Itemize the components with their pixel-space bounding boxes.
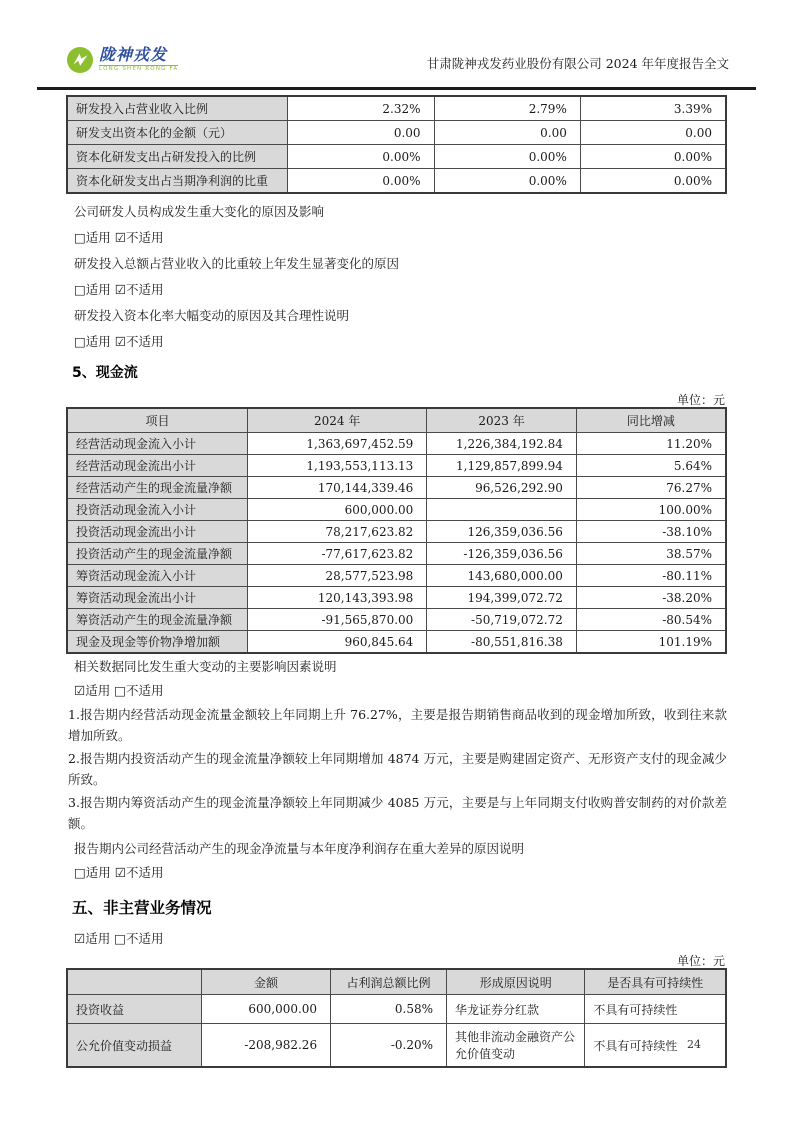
value-cell: 101.19% (576, 631, 726, 654)
column-header: 占利润总额比例 (331, 969, 447, 995)
value-cell: 120,143,393.98 (248, 587, 427, 609)
value-cell: 600,000.00 (248, 499, 427, 521)
logo-company-name: 陇神戎发 (99, 45, 168, 65)
column-header: 2023 年 (427, 408, 577, 433)
table-row (67, 477, 726, 499)
row-label: 资本化研发支出占研发投入的比例 (67, 145, 288, 169)
value-cell: 143,680,000.00 (427, 565, 577, 587)
value-cell: 5.64% (576, 455, 726, 477)
value-cell: 0.58% (331, 995, 447, 1024)
table-row (67, 521, 726, 543)
value-cell: -126,359,036.56 (427, 543, 577, 565)
header-divider (37, 87, 756, 90)
row-label: 筹资活动现金流出小计 (67, 587, 248, 609)
explanation-paragraph: 3.报告期内筹资活动产生的现金流量净额较上年同期减少 4085 万元，主要是与上年同期支付收购普安制药的对价款差额。 (68, 795, 727, 831)
report-title: 甘肃陇神戎发药业股份有限公司 2024 年年度报告全文 (426, 56, 729, 71)
value-cell: 1,193,553,113.13 (248, 455, 427, 477)
applicability-checkboxes: ☑适用 □不适用 (74, 683, 164, 698)
logo-company-name-en: LONG SHEN RONG FA (99, 66, 179, 73)
section-heading-cashflow: 5、现金流 (72, 365, 138, 381)
non-main-business-table (66, 968, 727, 1068)
row-label: 现金及现金等价物净增加额 (67, 631, 248, 654)
note-text: 相关数据同比发生重大变动的主要影响因素说明 (74, 659, 337, 674)
value-cell: 100.00% (576, 499, 726, 521)
value-cell: -80.11% (576, 565, 726, 587)
unit-label: 单位：元 (676, 954, 725, 968)
row-label: 筹资活动现金流入小计 (67, 565, 248, 587)
row-label: 投资活动产生的现金流量净额 (67, 543, 248, 565)
value-cell: 170,144,339.46 (248, 477, 427, 499)
sustainability-cell: 不具有可持续性 (585, 995, 726, 1024)
value-cell: 600,000.00 (201, 995, 330, 1024)
value-cell: 960,845.64 (248, 631, 427, 654)
explanation-paragraph: 2.报告期内投资活动产生的现金流量净额较上年同期增加 4874 万元，主要是购建固定资产、无形资产支付的现金减少所致。 (68, 751, 727, 787)
column-header (67, 969, 201, 995)
value-cell: -38.20% (576, 587, 726, 609)
reason-cell: 华龙证券分红款 (447, 995, 585, 1024)
table-row (67, 169, 726, 194)
table-row (67, 1024, 726, 1068)
value-cell: 0.00% (288, 145, 434, 169)
value-cell: 0.00 (288, 121, 434, 145)
note-text: 公司研发人员构成发生重大变化的原因及影响 (74, 204, 325, 219)
document-header (66, 46, 729, 74)
row-label: 投资活动现金流出小计 (67, 521, 248, 543)
value-cell: 1,129,857,899.94 (427, 455, 577, 477)
table-row (67, 565, 726, 587)
table-row (67, 499, 726, 521)
reason-cell: 其他非流动金融资产公允价值变动 (447, 1024, 585, 1068)
section-heading-non-main-business: 五、非主营业务情况 (72, 899, 212, 917)
applicability-checkboxes: □适用 ☑不适用 (74, 334, 164, 349)
value-cell: 194,399,072.72 (427, 587, 577, 609)
value-cell: 28,577,523.98 (248, 565, 427, 587)
value-cell: 0.00 (580, 121, 726, 145)
note-text: 研发投入总额占营业收入的比重较上年发生显著变化的原因 (74, 256, 400, 271)
page-number: 24 (687, 1038, 701, 1051)
value-cell: 96,526,292.90 (427, 477, 577, 499)
cashflow-table (66, 407, 727, 654)
column-header: 形成原因说明 (447, 969, 585, 995)
table-row (67, 631, 726, 654)
row-label: 资本化研发支出占当期净利润的比重 (67, 169, 288, 194)
table-row (67, 543, 726, 565)
value-cell: -80.54% (576, 609, 726, 631)
applicability-checkboxes: □适用 ☑不适用 (74, 230, 164, 245)
value-cell: 0.00% (580, 169, 726, 194)
value-cell: 78,217,623.82 (248, 521, 427, 543)
column-header: 2024 年 (248, 408, 427, 433)
applicability-checkboxes: □适用 ☑不适用 (74, 282, 164, 297)
value-cell: 2.32% (288, 96, 434, 121)
value-cell: 3.39% (580, 96, 726, 121)
column-header: 金额 (201, 969, 330, 995)
value-cell: 76.27% (576, 477, 726, 499)
value-cell (427, 499, 577, 521)
value-cell: 2.79% (434, 96, 580, 121)
applicability-checkboxes: ☑适用 □不适用 (74, 931, 164, 946)
value-cell: -50,719,072.72 (427, 609, 577, 631)
explanation-paragraph: 1.报告期内经营活动现金流量金额较上年同期上升 76.27%，主要是报告期销售商品收到的现金增加所致，收到往来款增加所致。 (68, 707, 727, 743)
note-text: 报告期内公司经营活动产生的现金净流量与本年度净利润存在重大差异的原因说明 (74, 841, 525, 856)
unit-label: 单位：元 (676, 393, 725, 407)
sustainability-cell: 不具有可持续性 (585, 1024, 726, 1068)
table-row (67, 609, 726, 631)
rd-investment-table (66, 95, 727, 194)
value-cell: 0.00% (434, 145, 580, 169)
value-cell: -208,982.26 (201, 1024, 330, 1068)
row-label: 研发投入占营业收入比例 (67, 96, 288, 121)
table-row (67, 995, 726, 1024)
note-text: 研发投入资本化率大幅变动的原因及其合理性说明 (74, 308, 350, 323)
table-row (67, 433, 726, 455)
column-header: 同比增减 (576, 408, 726, 433)
column-header: 是否具有可持续性 (585, 969, 726, 995)
row-label: 投资收益 (67, 995, 201, 1024)
company-logo (66, 46, 178, 74)
row-label: 公允价值变动损益 (67, 1024, 201, 1068)
table-row (67, 121, 726, 145)
row-label: 研发支出资本化的金额（元） (67, 121, 288, 145)
table-row (67, 455, 726, 477)
row-label: 投资活动现金流入小计 (67, 499, 248, 521)
page-content (66, 95, 727, 1068)
value-cell: -91,565,870.00 (248, 609, 427, 631)
row-label: 经营活动产生的现金流量净额 (67, 477, 248, 499)
value-cell: -0.20% (331, 1024, 447, 1068)
value-cell: 1,363,697,452.59 (248, 433, 427, 455)
value-cell: 126,359,036.56 (427, 521, 577, 543)
row-label: 经营活动现金流入小计 (67, 433, 248, 455)
table-row (67, 96, 726, 121)
value-cell: -77,617,623.82 (248, 543, 427, 565)
value-cell: 0.00 (434, 121, 580, 145)
table-row (67, 587, 726, 609)
value-cell: 0.00% (288, 169, 434, 194)
column-header: 项目 (67, 408, 248, 433)
table-row (67, 145, 726, 169)
value-cell: 0.00% (434, 169, 580, 194)
value-cell: 1,226,384,192.84 (427, 433, 577, 455)
applicability-checkboxes: □适用 ☑不适用 (74, 865, 164, 880)
logo-bird-icon (66, 46, 94, 74)
value-cell: 38.57% (576, 543, 726, 565)
row-label: 筹资活动产生的现金流量净额 (67, 609, 248, 631)
table-header-row (67, 408, 726, 433)
row-label: 经营活动现金流出小计 (67, 455, 248, 477)
value-cell: -38.10% (576, 521, 726, 543)
table-header-row (67, 969, 726, 995)
value-cell: 11.20% (576, 433, 726, 455)
value-cell: 0.00% (580, 145, 726, 169)
value-cell: -80,551,816.38 (427, 631, 577, 654)
